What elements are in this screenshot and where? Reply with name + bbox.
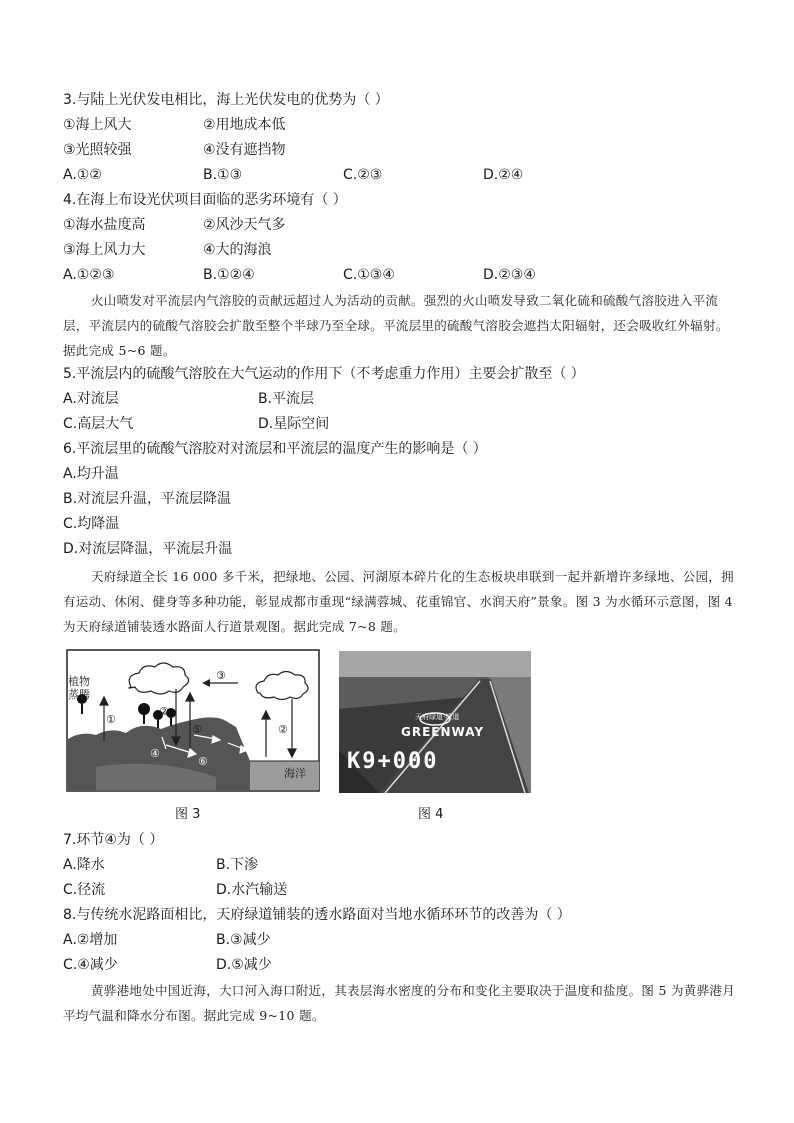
q3-option-d: D.②④ xyxy=(483,167,524,183)
q6-option-b: B.对流层升温，平流层降温 xyxy=(63,491,232,507)
q4-statement-4: ④大的海浪 xyxy=(203,242,272,258)
figure-3-water-cycle xyxy=(66,649,320,792)
q8-option-a: A.②增加 xyxy=(63,932,118,948)
q3-stem: 3.与陆上光伏发电相比，海上光伏发电的优势为（ ） xyxy=(63,92,389,108)
q5-stem: 5.平流层内的硫酸气溶胶在大气运动的作用下（不考虑重力作用）主要会扩散至（ ） xyxy=(63,366,585,382)
plant-label-2: 蒸腾 xyxy=(68,688,90,701)
q8-option-b: B.③减少 xyxy=(216,932,271,948)
passage-volcano: 火山喷发对平流层内气溶胶的贡献远超过人为活动的贡献。强烈的火山喷发导致二氧化硫和硫酸气溶胶进入平流层，平流层内的硫酸气溶胶会扩散至整个半球乃至全球。平流层里的硫酸气溶胶会遮挡太阳辐射，还会吸收红外辐射。据此完成 5~6 题。 xyxy=(63,293,729,358)
q3-option-a: A.①② xyxy=(63,167,102,183)
q3-option-b: B.①③ xyxy=(203,167,243,183)
q5-option-c: C.高层大气 xyxy=(63,416,134,432)
q7-option-a: A.降水 xyxy=(63,857,105,873)
figure-4-caption: 图 4 xyxy=(418,807,444,822)
q4-statement-3: ③海上风力大 xyxy=(63,242,146,258)
q4-statement-1: ①海水盐度高 xyxy=(63,217,146,233)
q3-statement-3: ③光照较强 xyxy=(63,142,132,158)
cycle-label-4: ④ xyxy=(150,747,160,760)
q4-stem: 4.在海上布设光伏项目面临的恶劣环境有（ ） xyxy=(63,192,347,208)
q6-option-a: A.均升温 xyxy=(63,466,119,482)
km-marker: K9+000 xyxy=(347,749,439,774)
q6-stem: 6.平流层里的硫酸气溶胶对对流层和平流层的温度产生的影响是（ ） xyxy=(63,441,487,457)
q5-option-b: B.平流层 xyxy=(258,391,315,407)
greenway-text: GREENWAY xyxy=(401,725,485,739)
q6-option-c: C.均降温 xyxy=(63,516,120,532)
q8-stem: 8.与传统水泥路面相比，天府绿道铺装的透水路面对当地水循环环节的改善为（ ） xyxy=(63,907,571,923)
passage-greenway: 天府绿道全长 16 000 多千米，把绿地、公园、河湖原本碎片化的生态板块串联到一起并新增许多绿地、公园，拥有运动、休闲、健身等多种功能，彰显成都市重现“绿满蓉城、花重锦官、水润天府”景象。图 3 为水循环示意图，图 4 为天府绿道铺装透水路面人行道景观图。据此完成 7~8 题。 xyxy=(63,569,734,634)
q4-option-a: A.①②③ xyxy=(63,267,115,283)
figure-4-greenway-photo xyxy=(339,651,531,793)
greenway-logo-text: 天府绿道·绿道 xyxy=(415,713,460,721)
cycle-label-2: ② xyxy=(159,705,169,718)
q6-option-d: D.对流层降温，平流层升温 xyxy=(63,541,233,557)
cycle-label-6: ⑥ xyxy=(198,755,208,768)
q7-option-d: D.水汽输送 xyxy=(216,882,288,898)
q8-option-d: D.⑤减少 xyxy=(216,957,272,973)
cycle-label-5: ⑤ xyxy=(192,723,202,736)
q5-option-d: D.星际空间 xyxy=(258,416,330,432)
q8-option-c: C.④减少 xyxy=(63,957,118,973)
cycle-label-3: ③ xyxy=(216,669,226,682)
plant-label-1: 植物 xyxy=(68,675,90,688)
q3-statement-1: ①海上风大 xyxy=(63,117,132,133)
q7-option-b: B.下渗 xyxy=(216,857,259,873)
q5-option-a: A.对流层 xyxy=(63,391,119,407)
q4-option-b: B.①②④ xyxy=(203,267,255,283)
q3-statement-4: ④没有遮挡物 xyxy=(203,142,286,158)
q3-option-c: C.②③ xyxy=(343,167,383,183)
q4-statement-2: ②风沙天气多 xyxy=(203,217,286,233)
q4-option-c: C.①③④ xyxy=(343,267,395,283)
q4-option-d: D.②③④ xyxy=(483,267,536,283)
q7-stem: 7.环节④为（ ） xyxy=(63,832,164,848)
q7-option-c: C.径流 xyxy=(63,882,106,898)
figure-3-caption: 图 3 xyxy=(175,807,201,822)
sea-label: 海洋 xyxy=(284,767,306,780)
passage-huanghua-port: 黄骅港地处中国近海，大口河入海口附近，其表层海水密度的分布和变化主要取决于温度和盐度。图 5 为黄骅港月平均气温和降水分布图。据此完成 9~10 题。 xyxy=(63,983,736,1023)
cycle-label-2b: ② xyxy=(278,723,288,736)
cycle-label-1: ① xyxy=(106,713,116,726)
q3-statement-2: ②用地成本低 xyxy=(203,117,286,133)
